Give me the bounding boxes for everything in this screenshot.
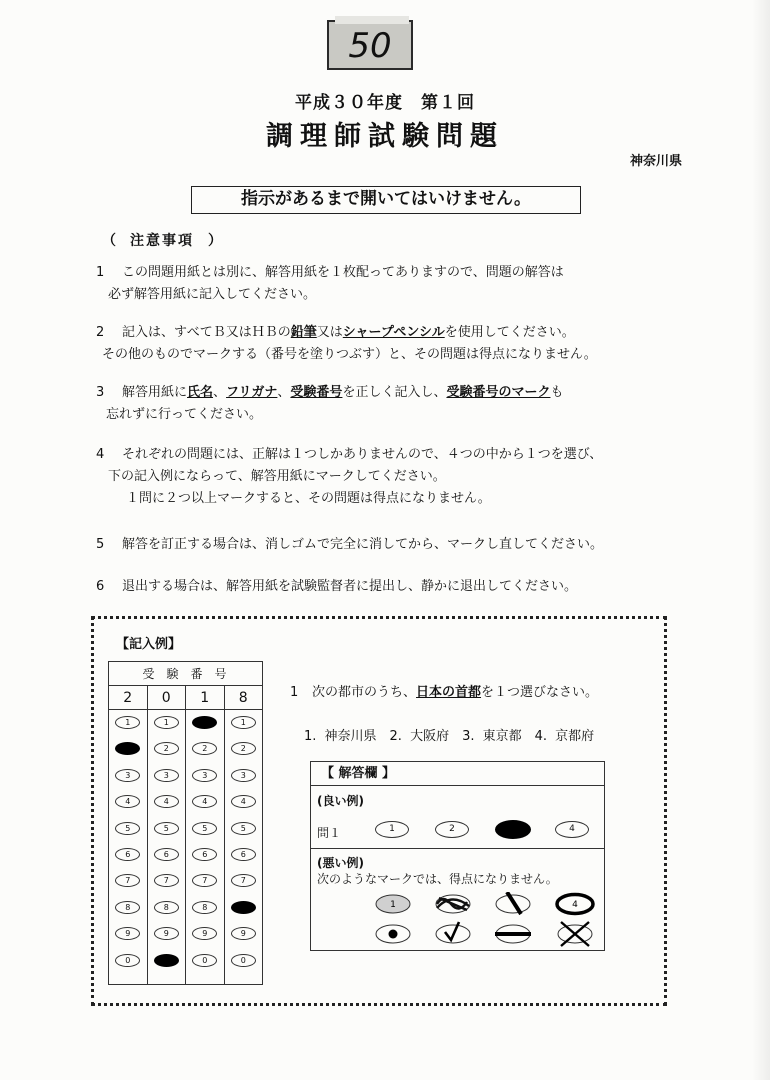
note-emphasis: 鉛筆 [290,325,317,340]
sheet-column [109,710,148,984]
bubble: 8 [115,901,140,914]
good-filled-bubble [495,820,531,839]
exam-number-stamp [327,20,413,70]
note-item-1 [96,262,564,306]
bubble: 4 [154,795,179,808]
bubble: 7 [192,874,217,887]
bubble: 5 [231,822,256,835]
bad-mark-light-fill [376,895,410,913]
question-text: を１つ選びなさい。 [481,685,599,700]
bubble: 2 [154,742,179,755]
bad-mark-label: 1 [390,900,396,910]
sheet-column [148,710,187,984]
good-bubble: 4 [555,821,589,838]
note-emphasis: 受験番号のマーク [446,385,551,400]
note-emphasis: 氏名 [187,385,214,400]
bubble: 7 [115,874,140,887]
question-number: 1 [290,685,299,700]
sheet-header: 受験番号 [109,662,262,686]
bad-mark-scribble [436,895,470,913]
note-item-4 [96,444,602,510]
bubble: 9 [154,927,179,940]
answer-box [310,761,605,951]
note-emphasis: 受験番号 [290,385,343,400]
note-number: 4 [96,447,105,462]
note-text: １問に２つ以上マークすると、その問題は得点になりません。 [126,491,491,506]
note-text: この問題用紙とは別に、解答用紙を１枚配ってありますので、問題の解答は [122,265,564,280]
prefecture: 神奈川県 [629,154,682,169]
sheet-column [225,710,263,984]
note-text: 解答用紙に [122,385,188,400]
note-text: 解答を訂正する場合は、消しゴムで完全に消してから、マークし直してください。 [122,537,604,552]
note-number: 2 [96,325,105,340]
notes-close-paren: ） [208,233,222,249]
page-edge-shadow [752,0,770,1080]
bad-mark-line [495,925,531,943]
notes-caption: 注意事項 [130,233,194,249]
filled-bubble: 8 [231,901,256,914]
bubble: 6 [192,848,217,861]
bubble: 4 [192,795,217,808]
note-text: 忘れずに行ってください。 [106,407,263,422]
bubble: 7 [154,874,179,887]
good-bubble: 2 [435,821,469,838]
example-question [290,681,598,700]
sheet-digit: 1 [186,686,225,709]
bubble: 5 [115,822,140,835]
question-options: 1. 神奈川県 2. 大阪府 3. 東京都 4. 京都府 [304,729,595,744]
sheet-column [186,710,225,984]
note-text: も [550,385,564,400]
bubble: 2 [192,742,217,755]
bubble: 6 [231,848,256,861]
bubble: 6 [115,848,140,861]
good-bubble: 1 [375,821,409,838]
sheet-digits [109,686,262,710]
answer-sheet-sample [108,661,263,985]
bubble: 4 [231,795,256,808]
bad-mark-thick-ring [557,895,593,914]
note-text: 必ず解答用紙に記入してください。 [108,287,317,302]
note-item-5 [96,534,603,556]
bubble: 3 [115,769,140,782]
bad-example-text: 次のようなマークでは、得点になりません。 [317,872,558,886]
good-example-bubbles [371,821,591,839]
warning-box: 指示があるまで開いてはいけません。 [191,186,581,214]
note-number: 5 [96,537,105,552]
note-number: 6 [96,579,105,594]
note-text: 又は [316,325,343,340]
bubble: 0 [115,954,140,967]
filled-bubble: 1 [192,716,217,729]
exam-number: 50 [348,26,392,66]
note-item-3 [96,382,563,426]
sheet-bubble-columns [109,710,262,984]
bubble: 5 [192,822,217,835]
bubble: 9 [192,927,217,940]
note-item-2 [96,322,597,366]
bubble: 4 [115,795,140,808]
sheet-digit: 2 [109,686,148,709]
note-text: 下の記入例にならって、解答用紙にマークしてください。 [108,469,446,484]
note-text: 記入は、すべてＢ又はＨＢの [122,325,291,340]
note-text: を使用してください。 [444,325,575,340]
bubble: 2 [231,742,256,755]
bad-mark-check [436,922,470,943]
bubble: 1 [115,716,140,729]
note-emphasis: シャープペンシル [342,325,445,340]
bubble: 9 [115,927,140,940]
exam-era: 平成３０年度 第１回 [295,93,475,113]
bubble: 0 [192,954,217,967]
bad-mark-cross [558,922,592,946]
filled-bubble: 0 [154,954,179,967]
bubble: 3 [192,769,217,782]
note-text: 、 [213,385,227,400]
notes-heading [102,230,222,250]
note-text: を正しく記入し、 [342,385,447,400]
note-text: 退出する場合は、解答用紙を試験監督者に提出し、静かに退出してください。 [122,579,578,594]
bubble: 8 [192,901,217,914]
bubble: 3 [154,769,179,782]
notes-open-paren: （ [102,233,116,249]
bubble: 1 [231,716,256,729]
bubble: 8 [154,901,179,914]
bad-mark-label: 4 [572,900,578,910]
example-label: 【記入例】 [116,637,182,652]
filled-bubble: 2 [115,742,140,755]
good-example-question: 問１ [317,826,342,840]
tape-strip [335,16,409,24]
bubble: 9 [231,927,256,940]
bubble: 0 [231,954,256,967]
good-example-label: (良い例) [317,794,364,808]
bad-mark-dot [376,925,410,943]
question-text: 次の都市のうち、 [312,685,417,700]
note-text: 、 [277,385,291,400]
note-text: その他のものでマークする（番号を塗りつぶす）と、その問題は得点になりません。 [102,347,597,362]
sheet-digit: 8 [238,690,248,706]
note-item-6 [96,576,577,598]
divider [311,848,604,849]
note-emphasis: フリガナ [226,385,278,400]
question-emphasis: 日本の首都 [416,685,482,700]
bad-example-label: (悪い例) [317,856,364,870]
bubble: 7 [231,874,256,887]
note-number: 1 [96,265,105,280]
bubble: 6 [154,848,179,861]
exam-title: 調理師試験問題 [266,121,504,152]
example-box [91,616,667,1006]
answer-box-header: 【 解答欄 】 [311,762,604,786]
bad-mark-slash [496,892,530,914]
note-number: 3 [96,385,105,400]
note-text: それぞれの問題には、正解は１つしかありませんので、４つの中から１つを選び、 [122,447,603,462]
bad-example-marks [371,892,601,948]
sheet-digit: 0 [148,686,187,709]
bubble: 5 [154,822,179,835]
bubble: 1 [154,716,179,729]
bubble: 3 [231,769,256,782]
